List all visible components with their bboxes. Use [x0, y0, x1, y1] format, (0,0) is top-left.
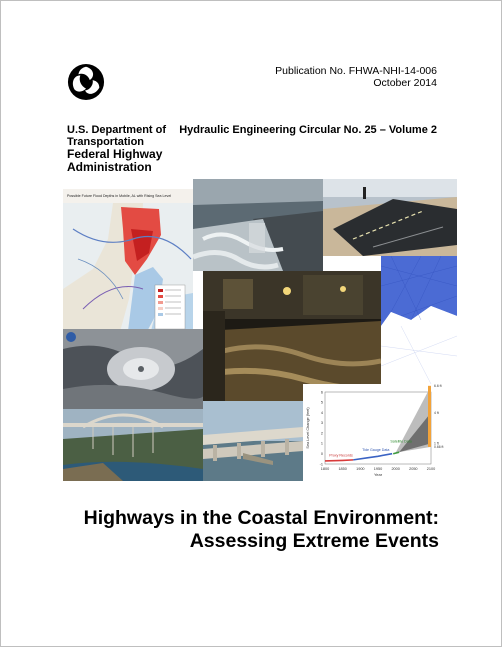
annotation-2: Satellite Data — [390, 439, 412, 444]
flood-map-image — [63, 189, 193, 339]
mesh-model-image — [381, 256, 457, 384]
agency-block — [67, 124, 166, 174]
damaged-bridge-photo — [203, 401, 303, 481]
agency-line-2: Transportation — [67, 136, 145, 148]
arch-bridge-photo — [63, 409, 203, 481]
x-tick-label-1: 1850 — [338, 467, 347, 471]
storm-surge-road-photo — [193, 179, 323, 271]
annotation-1: Tide Gauge Data — [362, 448, 390, 453]
x-tick-label-0: 1800 — [320, 467, 330, 471]
agency-line-4: Administration — [67, 160, 152, 174]
x-axis-label: Year — [373, 472, 383, 477]
x-tick-label-4: 2000 — [391, 467, 400, 471]
right-label-1: 4 ft — [434, 410, 439, 415]
x-tick-label-6: 2100 — [426, 467, 436, 471]
series-line-0 — [325, 460, 353, 461]
sea-level-chart — [303, 384, 457, 481]
hurricane-satellite-photo — [63, 329, 203, 409]
y-tick-label-3: 2 — [320, 431, 323, 436]
y-tick-label-4: 3 — [320, 421, 323, 426]
flooded-tunnel-photo — [203, 271, 381, 401]
agency-line-1: U.S. Department of — [67, 124, 167, 136]
map-caption: Possible Future Flood Depths in Mobile, AL with Rising Sea Level — [67, 194, 172, 198]
y-tick-label-7: 6 — [320, 390, 323, 395]
x-tick-label-2: 1900 — [356, 467, 365, 471]
agency-line-3: Federal Highway — [67, 147, 163, 161]
publication-info — [275, 65, 437, 89]
y-tick-label-5: 4 — [320, 410, 323, 415]
sea-level-chart-svg — [303, 384, 457, 481]
y-axis-label: Sea Level Change (feet) — [306, 407, 310, 449]
x-tick-label-5: 2050 — [409, 467, 418, 471]
publication-number: Publication No. FHWA-NHI-14-006 — [275, 65, 437, 77]
dot-logo-icon — [67, 63, 105, 101]
publication-date: October 2014 — [373, 77, 437, 89]
document-title — [1, 507, 439, 553]
right-label-3: 0.66 ft — [434, 445, 444, 450]
projection-bar — [428, 386, 431, 447]
circular-title: Hydraulic Engineering Circular No. 25 – Volume 2 — [179, 124, 437, 136]
photo-collage — [63, 179, 457, 481]
y-tick-label-1: 0 — [320, 452, 323, 457]
y-tick-label-6: 5 — [320, 400, 323, 405]
annotation-0: Proxy Records — [329, 453, 353, 458]
y-tick-label-2: 1 — [320, 441, 323, 446]
damaged-highway-photo — [323, 179, 457, 256]
right-label-0: 6.6 ft — [434, 384, 442, 389]
title-line-1: Highways in the Coastal Environment: — [83, 507, 439, 529]
y-tick-label-0: -1 — [319, 462, 323, 467]
right-label-2: 1 ft — [434, 441, 439, 446]
x-tick-label-3: 1950 — [373, 467, 383, 471]
title-line-2: Assessing Extreme Events — [189, 530, 439, 552]
